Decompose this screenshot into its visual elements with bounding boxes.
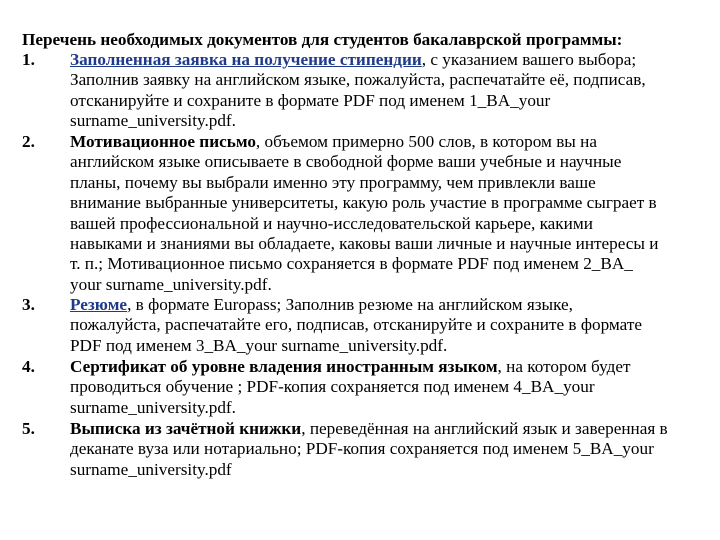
- list-item-transcript: [0, 419, 720, 480]
- page-title: Перечень необходимых документов для студентов бакалаврской программы:: [22, 30, 623, 49]
- language-certificate-label: Сертификат об уровне владения иностранным языком: [70, 357, 498, 376]
- item-text: Сертификат об уровне владения иностранным языком, на котором будет проводиться обучение ; PDF-копия сохраняется под именем 4_BA_your surname_university.pdf.: [70, 357, 631, 417]
- item-text: Заполненная заявка на получение стипендии, с указанием вашего выбора; Заполнив заявку на английском языке, пожалуйста, распечатайте её, подписав, отсканируйте и сохраните в формате PDF под именем 1_BA_your surname_university.pdf.: [70, 50, 646, 131]
- list-item-motivation-letter: [0, 132, 720, 295]
- item-text: Мотивационное письмо, объемом примерно 500 слов, в котором вы на английском языке описываете в свободной форме ваши учебные и научные планы, почему вы выбрали именно эту программу, чем привлекли ваше внимание выбранные университеты, какую роль участие в программе сыграет в вашей профессиональной и научно-исследовательской карьере, какими навыками и знаниями вы обладаете, каковы ваши личные и научные интересы и т. п.; Мотивационное письмо сохраняется в формате PDF под именем 2_BA_ your surname_university.pdf.: [70, 132, 659, 294]
- item-text: Выписка из зачётной книжки, переведённая на английский язык и заверенная в деканате вуза или нотариально; PDF-копия сохраняется под именем 5_BA_your surname_university.pdf: [70, 419, 668, 479]
- item-number: 4.: [22, 357, 35, 376]
- item-number: 2.: [22, 132, 35, 151]
- item-number: 1.: [22, 50, 35, 69]
- item-number: 5.: [22, 419, 35, 438]
- item-text: Резюме, в формате Europass; Заполнив резюме на английском языке, пожалуйста, распечатайте его, подписав, отсканируйте и сохраните в формате PDF под именем 3_BA_your surname_university.pdf.: [70, 295, 642, 355]
- list-item-language-certificate: [0, 357, 720, 418]
- list-item-resume: [0, 295, 720, 356]
- scholarship-application-link[interactable]: Заполненная заявка на получение стипендии: [70, 50, 422, 69]
- resume-link[interactable]: Резюме: [70, 295, 128, 314]
- item-number: 3.: [22, 295, 35, 314]
- list-item-application: [0, 50, 720, 132]
- motivation-letter-label: Мотивационное письмо: [70, 132, 256, 151]
- transcript-label: Выписка из зачётной книжки: [70, 419, 302, 438]
